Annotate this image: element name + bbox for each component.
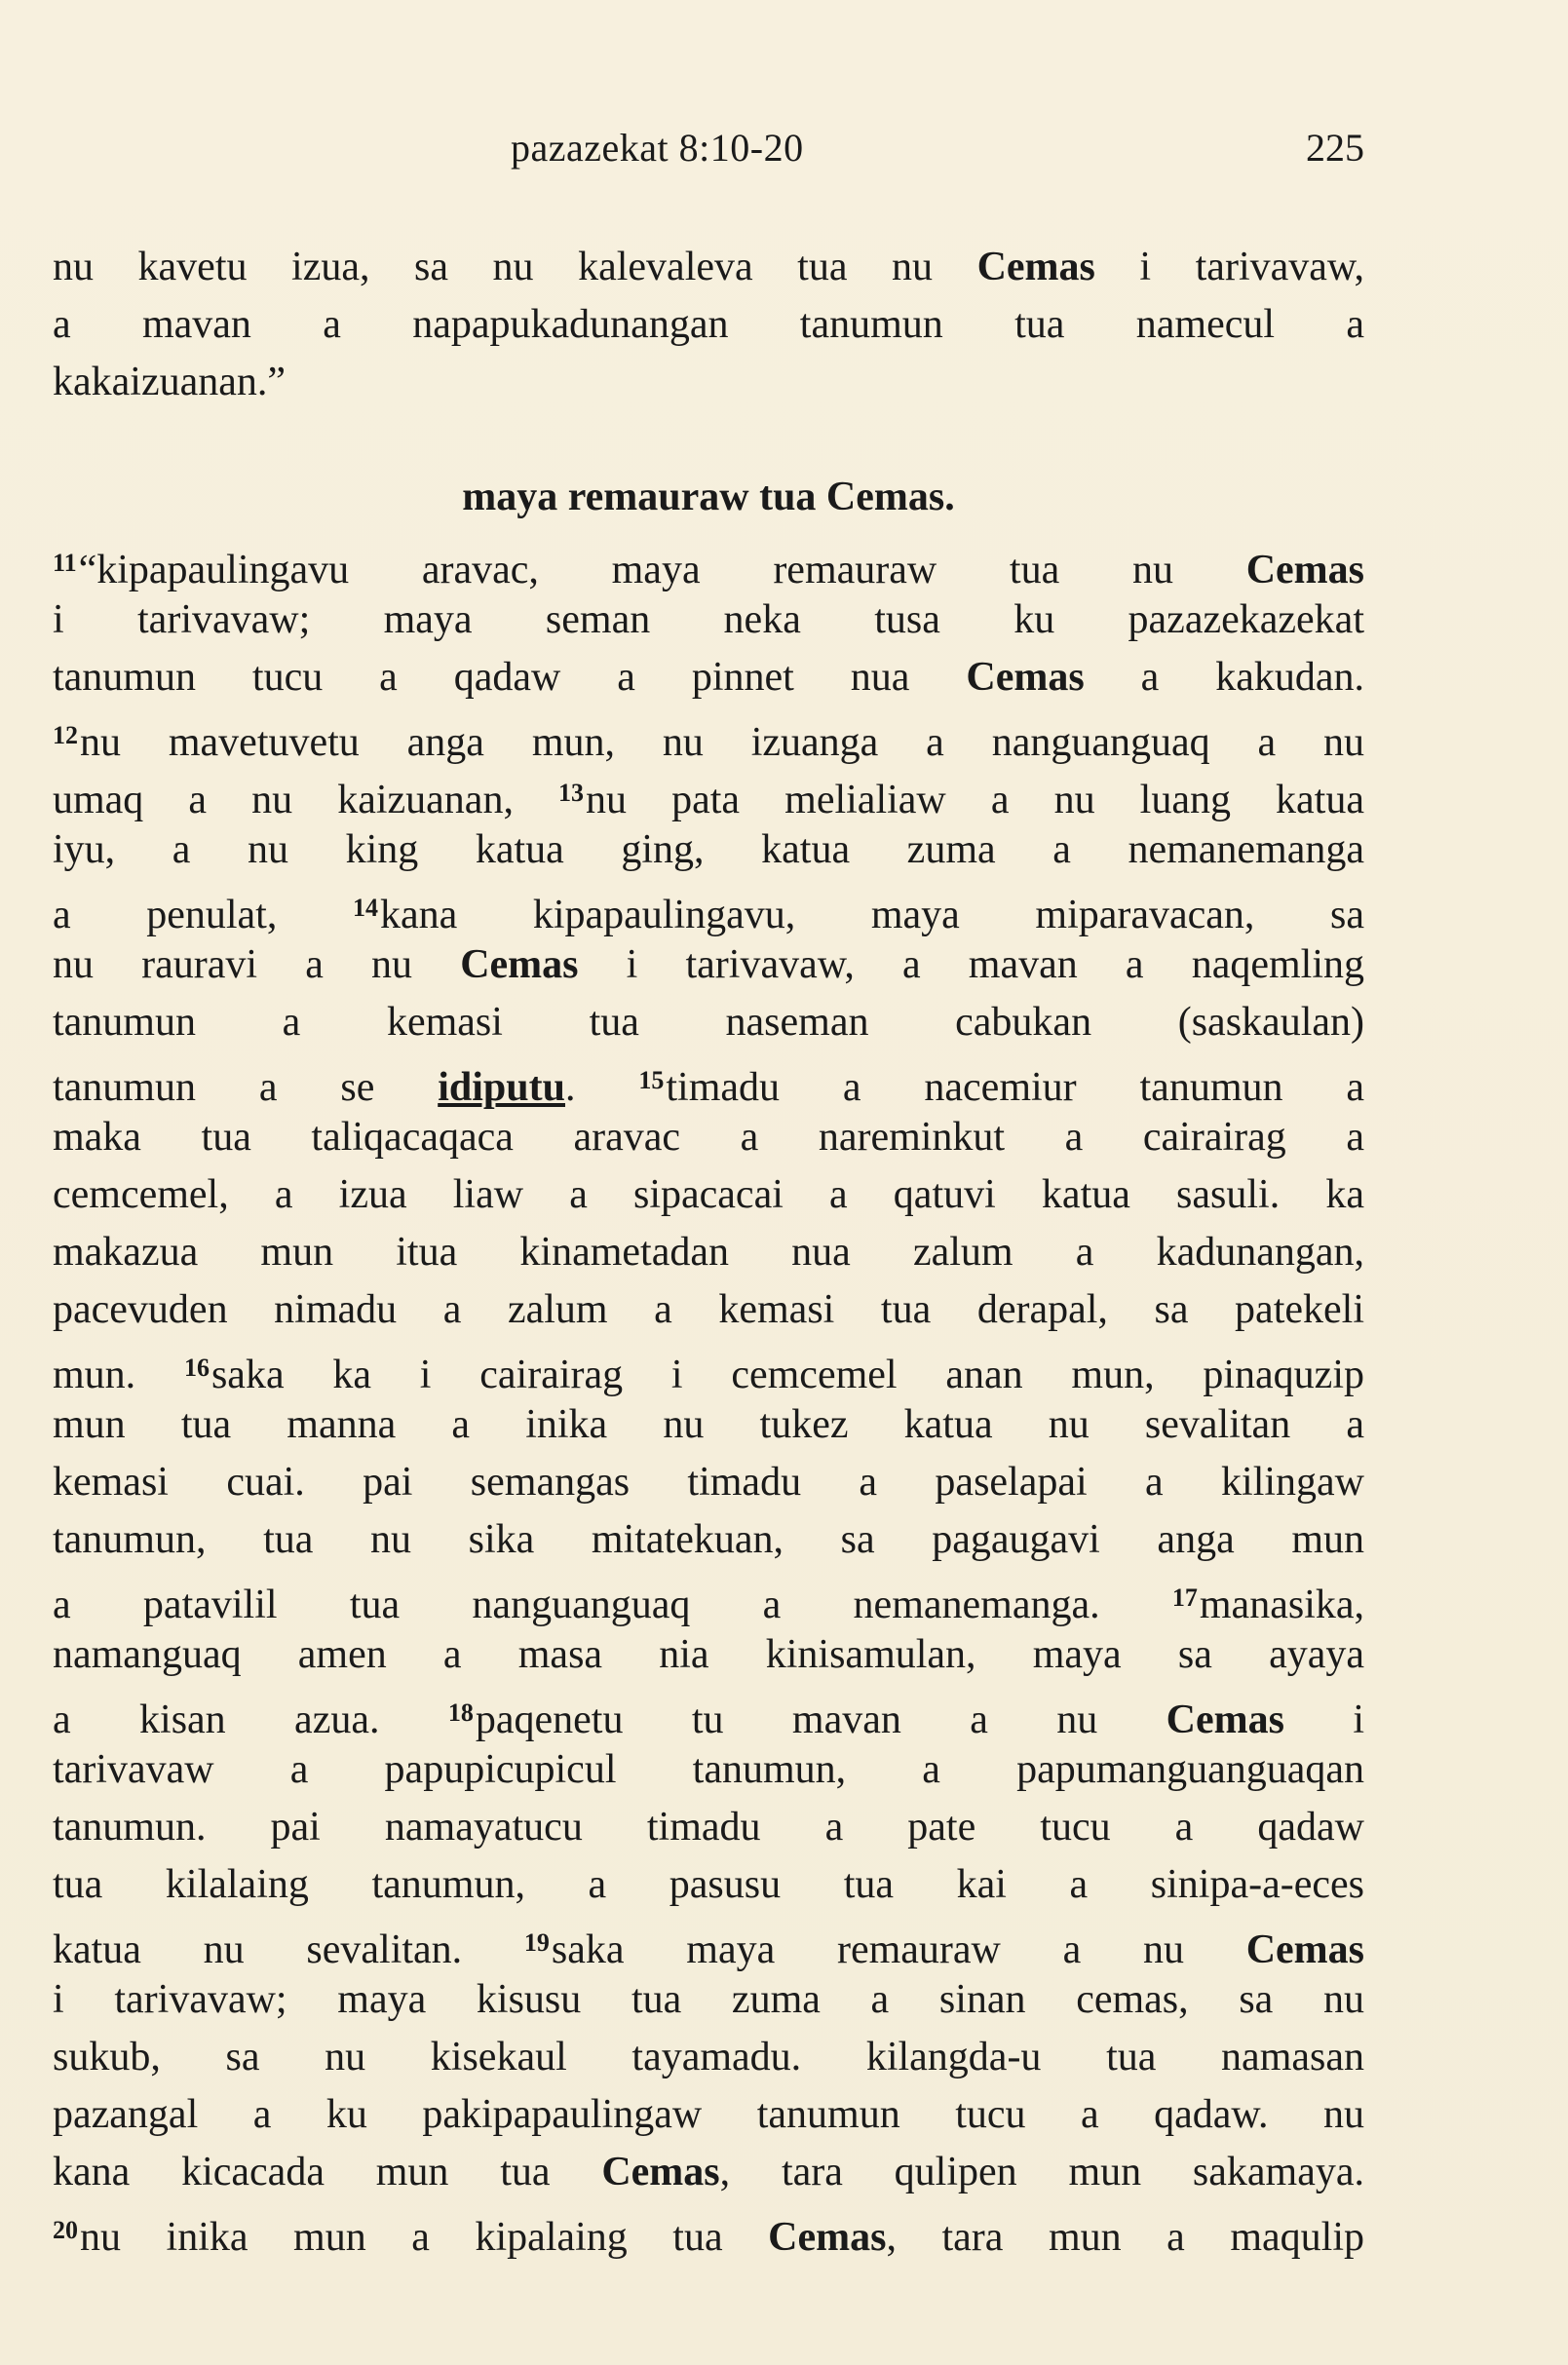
text-line <box>53 2144 1364 2201</box>
verse-number: 17 <box>1171 1583 1198 1612</box>
text-run: katua nu sevalitan. <box>53 1927 524 1971</box>
text-run: paqenetu tu mavan a nu <box>475 1697 1166 1741</box>
verse-number: 14 <box>352 894 378 922</box>
text-run: nu pata melialiaw a nu luang katua <box>586 778 1364 821</box>
verse-number: 16 <box>183 1354 210 1382</box>
text-line <box>53 1166 1364 1224</box>
divine-name: Cemas <box>966 655 1085 700</box>
text-run: mun tua manna a inika nu tukez katua nu sevalitan a <box>53 1402 1364 1447</box>
text-run: i tarivavaw; maya seman neka tusa ku pazazekazekat <box>53 597 1364 642</box>
text-run: saka maya remauraw a nu <box>551 1927 1246 1971</box>
text-line <box>53 1856 1364 1914</box>
divine-name: Cemas <box>1166 1697 1284 1741</box>
text-run: tanumun tucu a qadaw a pinnet nua <box>53 655 967 700</box>
text-line <box>53 1684 1364 1741</box>
text-run: . <box>564 1065 639 1109</box>
text-line <box>53 1511 1364 1569</box>
text-run: i tarivavaw, a mavan a naqemling <box>578 942 1364 987</box>
text-run: i tarivavaw, <box>1094 245 1364 289</box>
emphasized-word: idiputu <box>438 1065 565 1109</box>
text-line <box>53 1454 1364 1511</box>
section-heading: maya remauraw tua Cemas. <box>462 475 955 519</box>
text-line <box>53 2086 1364 2144</box>
text-run: timadu a nacemiur tanumun a <box>666 1065 1364 1109</box>
text-run: cemcemel, a izua liaw a sipacacai a qatuvi katua sasuli. ka <box>53 1172 1364 1217</box>
text-run: kemasi cuai. pai semangas timadu a paselapai a kilingaw <box>53 1460 1364 1505</box>
divine-name: Cemas <box>768 2215 887 2259</box>
text-run: nu kavetu izua, sa nu kalevaleva tua nu <box>53 245 977 289</box>
text-run: tua kilalaing tanumun, a pasusu tua kai a sinipa-a-eces <box>53 1862 1364 1907</box>
verse-number: 15 <box>638 1066 665 1094</box>
text-run: kakaizuanan.” <box>53 360 287 404</box>
text-run: mun. <box>53 1353 184 1396</box>
verse-number: 12 <box>53 721 78 749</box>
text-run: a penulat, <box>53 893 353 936</box>
divine-name: Cemas <box>460 942 579 987</box>
text-run: iyu, a nu king katua ging, katua zuma a nemanemanga <box>53 827 1364 872</box>
text-run: pazangal a ku pakipapaulingaw tanumun tucu a qadaw. nu <box>53 2092 1364 2137</box>
text-run: , tara mun a maqulip <box>886 2215 1364 2259</box>
text-run: tanumun. pai namayatucu timadu a pate tucu a qadaw <box>53 1805 1364 1850</box>
text-line <box>53 1914 1364 1971</box>
paragraph-main <box>53 534 1364 2259</box>
text-line <box>53 994 1364 1051</box>
divine-name: Cemas <box>976 245 1095 289</box>
text-line <box>53 239 1364 296</box>
text-run: a kisan azua. <box>53 1697 448 1741</box>
text-line <box>53 2029 1364 2086</box>
text-run: kana kicacada mun tua <box>53 2150 602 2194</box>
page-number: 225 <box>1306 126 1364 170</box>
text-run: a patavilil tua nanguanguaq a nemanemanga. <box>53 1583 1172 1626</box>
divine-name: Cemas <box>601 2150 720 2194</box>
body-text <box>53 239 1364 2259</box>
text-run: tanumun, tua nu sika mitatekuan, sa pagaugavi anga mun <box>53 1517 1364 1562</box>
text-run: saka ka i cairairag i cemcemel anan mun, pinaquzip <box>210 1353 1364 1396</box>
divine-name: Cemas <box>1245 1927 1364 1971</box>
verse-number: 11 <box>53 549 77 577</box>
text-run: manasika, <box>1199 1583 1364 1626</box>
text-run: , tara qulipen mun sakamaya. <box>719 2150 1364 2194</box>
divine-name: Cemas <box>1245 548 1364 591</box>
verse-number: 20 <box>53 2216 78 2244</box>
text-line <box>53 821 1364 879</box>
text-run: pacevuden nimadu a zalum a kemasi tua derapal, sa patekeli <box>53 1287 1364 1332</box>
verse-number: 19 <box>523 1928 550 1957</box>
text-line <box>53 591 1364 649</box>
text-run: maka tua taliqacaqaca aravac a nareminkut a cairairag a <box>53 1115 1364 1160</box>
running-head: pazazekat 8:10-20 <box>511 126 804 170</box>
text-line <box>53 1741 1364 1799</box>
text-line <box>53 706 1364 764</box>
text-run: sukub, sa nu kisekaul tayamadu. kilangda-u tua namasan <box>53 2035 1364 2079</box>
paragraph-continued <box>53 239 1364 411</box>
text-run: makazua mun itua kinametadan nua zalum a kadunangan, <box>53 1230 1364 1275</box>
text-run: nu rauravi a nu <box>53 942 461 987</box>
verse-number: 13 <box>558 779 585 807</box>
text-run: nu inika mun a kipalaing tua <box>80 2215 769 2259</box>
text-run: umaq a nu kaizuanan, <box>53 778 559 821</box>
text-line <box>53 649 1364 706</box>
text-run: “kipapaulingavu aravac, maya remauraw tua nu <box>78 548 1246 591</box>
text-line <box>53 1396 1364 1454</box>
text-run: tanumun a se <box>53 1065 439 1109</box>
text-line <box>53 2201 1364 2259</box>
verse-number: 18 <box>447 1698 474 1727</box>
text-run: i tarivavaw; maya kisusu tua zuma a sinan cemas, sa nu <box>53 1977 1364 2022</box>
text-line <box>53 1799 1364 1856</box>
text-run: namanguaq amen a masa nia kinisamulan, maya sa ayaya <box>53 1632 1364 1677</box>
text-run: a mavan a napapukadunangan tanumun tua namecul a <box>53 302 1364 347</box>
text-run: kana kipapaulingavu, maya miparavacan, sa <box>379 893 1364 936</box>
text-run: tanumun a kemasi tua naseman cabukan (saskaulan) <box>53 1000 1364 1045</box>
text-line <box>53 1971 1364 2029</box>
text-run: tarivavaw a papupicupicul tanumun, a papumanguanguaqan <box>53 1747 1364 1792</box>
text-line <box>53 879 1364 936</box>
text-line <box>53 1339 1364 1396</box>
text-line <box>53 936 1364 994</box>
text-line <box>53 354 1364 411</box>
text-line <box>53 1281 1364 1339</box>
text-line <box>53 1051 1364 1109</box>
text-line <box>53 1569 1364 1626</box>
text-run: a kakudan. <box>1084 655 1364 700</box>
text-run: i <box>1283 1697 1364 1741</box>
text-line <box>53 1109 1364 1166</box>
text-line <box>53 296 1364 354</box>
text-line <box>53 1224 1364 1281</box>
page-header <box>53 125 1364 183</box>
text-run: nu mavetuvetu anga mun, nu izuanga a nanguanguaq a nu <box>80 720 1364 764</box>
text-line <box>53 534 1364 591</box>
text-line <box>53 764 1364 821</box>
text-line <box>53 1626 1364 1684</box>
